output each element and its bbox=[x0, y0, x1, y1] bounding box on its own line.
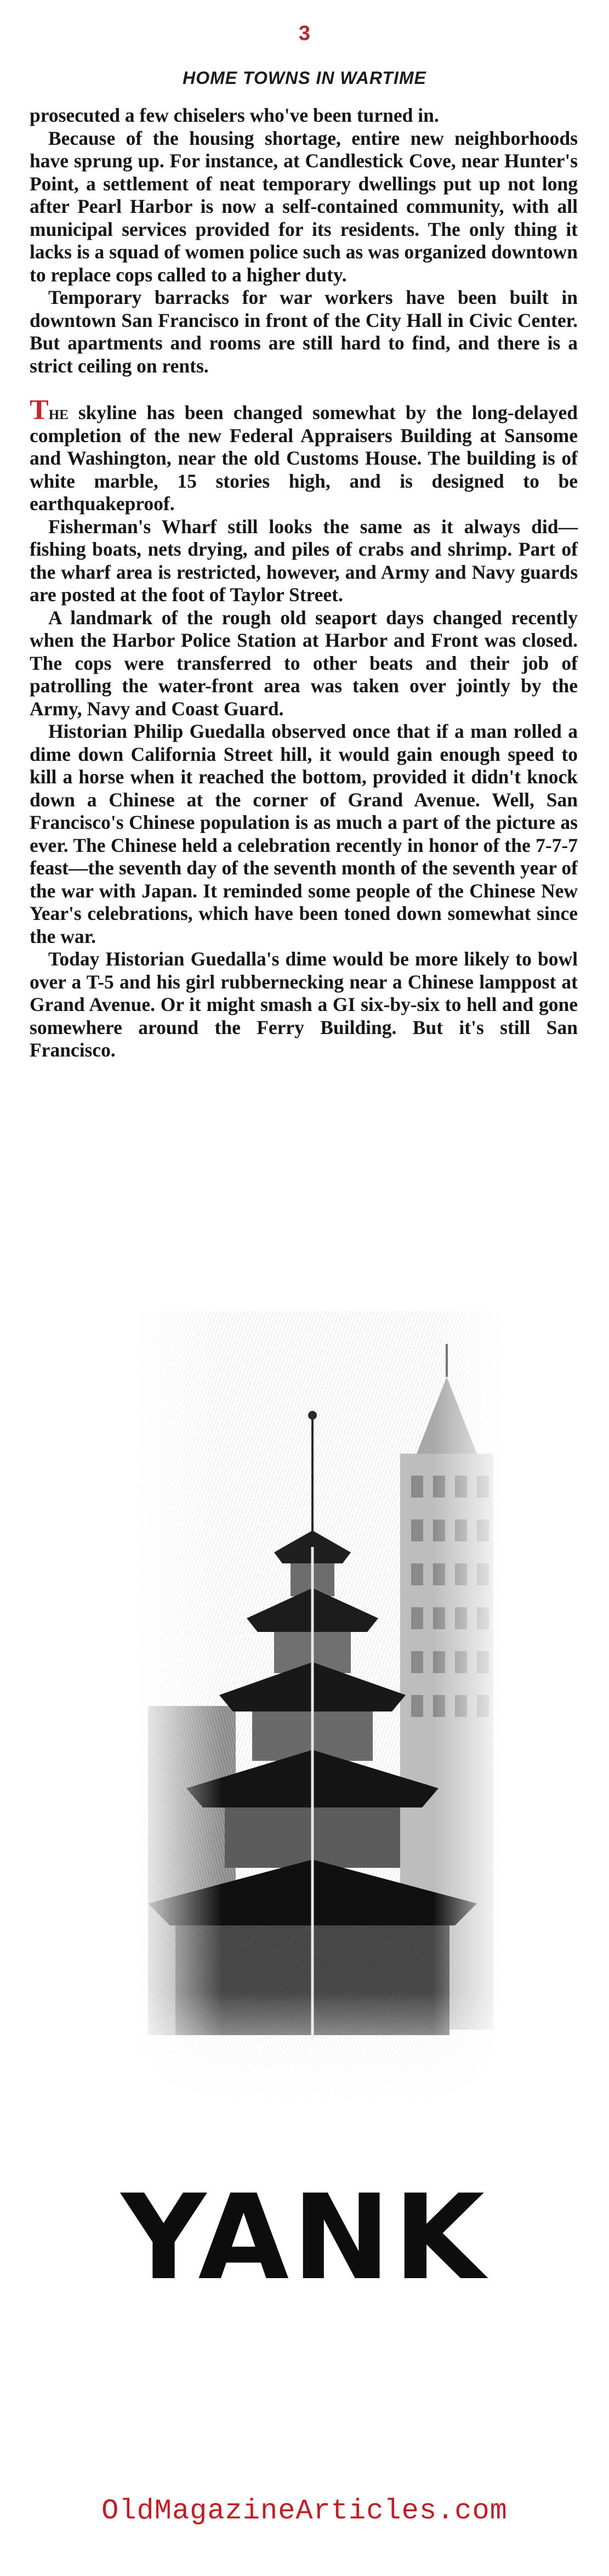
section-break bbox=[30, 377, 578, 400]
page-number: 3 bbox=[298, 22, 311, 45]
drop-cap-continuation: he bbox=[48, 402, 69, 423]
article-paragraph-text: skyline has been changed somewhat by the long-delayed completion of the new Federal Appraisers Building at Sansome and Washington, near the old Customs House. The building is of white marble, 15 stories high, and is designed to be earthquakeproof. bbox=[30, 402, 578, 515]
article-paragraph: Because of the housing shortage, entire new neighborhoods have sprung up. For instance, at Candlestick Cove, near Hunter's Point, a settlement of neat temporary dwellings put up not long after Pearl Harbor is now a self-contained community, with all municipal services provided for its residents. The only thing it lacks is a squad of women police such as was organized downtown to replace cops called to a higher duty. bbox=[30, 127, 578, 286]
chinatown-pagoda-illustration bbox=[126, 1311, 510, 2112]
article-paragraph: Fisherman's Wharf still looks the same as it always did—fishing boats, nets drying, and piles of crabs and shrimp. Part of the wharf area is restricted, however, and Army and Navy guards are posted at the foot of Taylor Street. bbox=[30, 515, 578, 606]
drop-cap: T bbox=[30, 394, 49, 426]
watermark-link[interactable]: OldMagazineArticles.com bbox=[101, 2495, 508, 2527]
running-head: HOME TOWNS IN WARTIME bbox=[183, 68, 426, 88]
article-paragraph: A landmark of the rough old seaport days changed recently when the Harbor Police Station at Harbor and Front was closed. The cops were transferred to other beats and their job of patrolling the water-front area was taken over jointly by the Army, Navy and Coast Guard. bbox=[30, 606, 578, 720]
article-paragraph: Temporary barracks for war workers have been built in downtown San Francisco in front of the City Hall in Civic Center. But apartments and rooms are still hard to find, and there is a strict ceiling on rents. bbox=[30, 286, 578, 377]
article-paragraph: prosecuted a few chiselers who've been turned in. bbox=[30, 104, 439, 126]
article-paragraph-dropcap bbox=[30, 394, 578, 516]
article-body bbox=[30, 104, 578, 1062]
article-paragraph: Today Historian Guedalla's dime would be more likely to bowl over a T-5 and his girl rubbernecking near a Chinese lamppost at Grand Avenue. Or it might smash a GI six-by-six to hell and gone somewhere around the Ferry Building. But it's still San Francisco. bbox=[30, 948, 578, 1061]
yank-masthead-logo: YANK bbox=[121, 2170, 488, 2306]
article-paragraph: Historian Philip Guedalla observed once that if a man rolled a dime down California Street hill, it would gain enough speed to kill a horse when it reached the bottom, provided it didn't knock down a Chinese at the corner of Grand Avenue. Well, San Francisco's Chinese population is as much a part of the picture as ever. The Chinese held a celebration recently in honor of the 7-7-7 feast—the seventh day of the seventh month of the seventh year of the war with Japan. It reminded some people of the Chinese New Year's celebrations, which have been toned down somewhat since the war. bbox=[30, 720, 578, 947]
